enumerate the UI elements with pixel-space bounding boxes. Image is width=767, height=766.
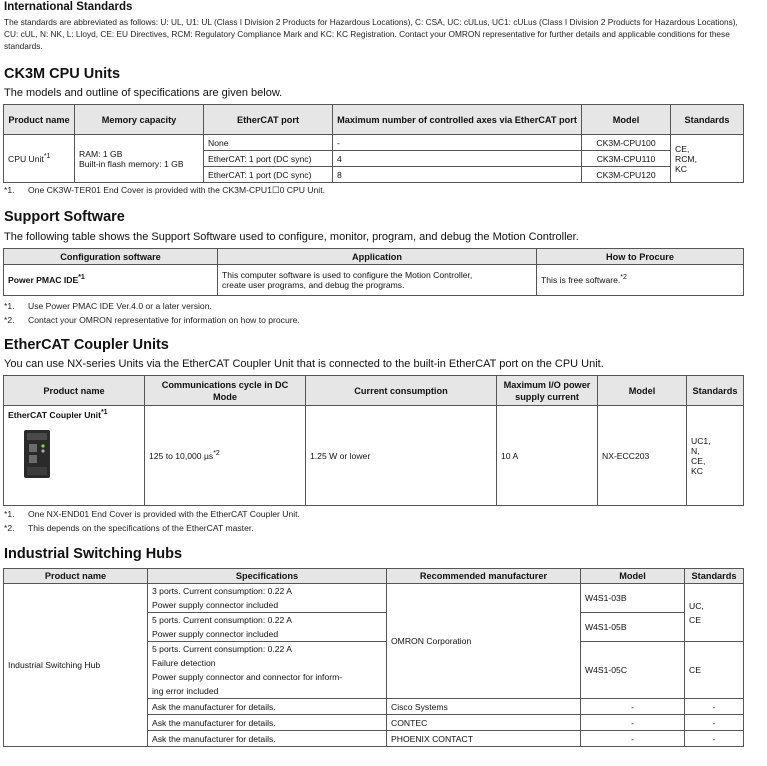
sw-app-line-1: This computer software is used to configure the Motion Controller, — [222, 270, 473, 280]
hub-std-ce: CE — [689, 614, 701, 625]
cpu-heading: CK3M CPU Units — [4, 66, 121, 82]
hub-spec-line: Failure detection — [152, 658, 216, 668]
software-heading: Support Software — [4, 209, 125, 225]
sw-procure-text: This is free software. — [541, 275, 621, 285]
cpu-th-model: Model — [582, 105, 671, 135]
hub-std-b: CE — [685, 642, 744, 699]
hub-spec — [148, 642, 387, 699]
note-num: *1. — [4, 185, 15, 195]
cp-std-1: UC1, — [691, 435, 711, 446]
hub-spec-line: Power supply connector included — [152, 629, 279, 639]
cp-std-3: CE, — [691, 455, 706, 466]
hub-model: W4S1-05B — [581, 613, 685, 642]
cp-th-standards: Standards — [687, 376, 744, 406]
cpu-model: CK3M-CPU110 — [582, 151, 671, 167]
hub-spec-line: ing error included — [152, 686, 219, 696]
note-num: *2. — [4, 315, 15, 325]
note-text: One CK3W-TER01 End Cover is provided with the CK3M-CPU1☐0 CPU Unit. — [28, 185, 325, 195]
cp-product-name: EtherCAT Coupler Unit — [8, 410, 101, 420]
cpu-th-port: EtherCAT port — [204, 105, 333, 135]
cpu-intro: The models and outline of specifications are given below. — [4, 87, 283, 99]
note-num: *1. — [4, 509, 15, 519]
cpu-th-memory: Memory capacity — [75, 105, 204, 135]
intl-text: The standards are abbreviated as follows: U: UL, U1: UL (Class I Division 2 Products for Hazardous Locations), C: CSA, UC: cULus, UC1: cULus (Class I Division 2 Products for Hazardous Locations), CU: cUL, N: NK, L: Lloyd, CE: EU Directives, RCM: Regulatory Compliance Mark and KC: KC Registration. Contact your OMRON representative for further details and applicable conditions for these standards. — [4, 17, 738, 51]
cpu-axes: 8 — [333, 167, 582, 183]
software-intro: The following table shows the Support Software used to configure, monitor, program, and debug the Motion Controller. — [4, 231, 579, 243]
cpu-port: None — [204, 135, 333, 151]
software-table-header — [4, 249, 744, 265]
hub-spec-line: 5 ports. Current consumption: 0.22 A — [152, 615, 292, 625]
note-text: Use Power PMAC IDE Ver.4.0 or a later version. — [28, 301, 212, 311]
hub-spec: Ask the manufacturer for details. — [148, 731, 387, 747]
hub-spec — [148, 584, 387, 613]
cpu-axes: - — [333, 135, 582, 151]
cpu-axes: 4 — [333, 151, 582, 167]
cpu-product-sup: *1 — [43, 152, 51, 160]
hub-th-spec: Specifications — [148, 569, 387, 584]
hubs-heading: Industrial Switching Hubs — [4, 546, 183, 562]
hub-std: - — [685, 699, 744, 715]
cpu-memory — [75, 135, 204, 183]
cpu-table — [3, 104, 744, 183]
coupler-note-2 — [4, 523, 254, 533]
cpu-th-product: Product name — [4, 105, 75, 135]
software-note-1 — [4, 301, 212, 311]
hub-model: - — [581, 715, 685, 731]
sw-th-config: Configuration software — [4, 249, 218, 265]
note-num: *2. — [4, 523, 15, 533]
hub-maker: Cisco Systems — [387, 699, 581, 715]
coupler-heading: EtherCAT Coupler Units — [4, 337, 169, 353]
cpu-memory-flash: Built-in flash memory: 1 GB — [79, 158, 184, 169]
cpu-port: EtherCAT: 1 port (DC sync) — [204, 151, 333, 167]
hub-model: W4S1-03B — [581, 584, 685, 613]
hub-spec: Ask the manufacturer for details. — [148, 715, 387, 731]
cpu-standards — [671, 135, 744, 183]
table-row — [4, 135, 744, 151]
sw-app-line-2: create user programs, and debug the programs. — [222, 280, 405, 290]
cpu-memory-ram: RAM: 1 GB — [79, 148, 123, 159]
cpu-note-1 — [4, 185, 325, 196]
sw-name-sup: *1 — [78, 274, 85, 281]
cp-cycle-text: 125 to 10,000 µs — [149, 450, 214, 461]
hub-spec-line: Power supply connector and connector for inform- — [152, 672, 343, 682]
hubs-table — [3, 568, 744, 747]
hub-product: Industrial Switching Hub — [4, 584, 148, 747]
coupler-unit-image — [20, 428, 54, 480]
hub-model: - — [581, 699, 685, 715]
sw-name-text: Power PMAC IDE — [8, 275, 79, 285]
cp-product — [4, 406, 145, 506]
cpu-std-rcm: RCM, — [675, 153, 697, 164]
cpu-model: CK3M-CPU100 — [582, 135, 671, 151]
coupler-intro: You can use NX-series Units via the EtherCAT Coupler Unit that is connected to the built-in EtherCAT port on the CPU Unit. — [4, 358, 604, 370]
coupler-table-header — [4, 376, 744, 406]
sw-name — [4, 265, 218, 296]
cp-std-4: KC — [691, 465, 703, 476]
cp-current: 1.25 W or lower — [306, 406, 497, 506]
hubs-table-header — [4, 569, 744, 584]
cp-product-sup: *1 — [100, 409, 108, 416]
hub-th-standards: Standards — [685, 569, 744, 584]
hub-spec — [148, 613, 387, 642]
sw-application — [218, 265, 537, 296]
sw-procure-sup: *2 — [620, 274, 627, 281]
hub-model: - — [581, 731, 685, 747]
cp-th-cycle: Communications cycle in DC Mode — [145, 376, 306, 406]
cp-cycle — [145, 406, 306, 506]
table-row — [4, 265, 744, 296]
hub-maker-omron: OMRON Corporation — [387, 584, 581, 699]
cpu-product — [4, 135, 75, 183]
cp-th-model: Model — [598, 376, 687, 406]
cpu-model: CK3M-CPU120 — [582, 167, 671, 183]
cp-io: 10 A — [497, 406, 598, 506]
sw-th-procure: How to Procure — [537, 249, 744, 265]
cpu-std-ce: CE, — [675, 143, 690, 154]
cp-th-product: Product name — [4, 376, 145, 406]
sw-th-application: Application — [218, 249, 537, 265]
hub-std: - — [685, 715, 744, 731]
hub-th-model: Model — [581, 569, 685, 584]
hub-std: - — [685, 731, 744, 747]
hub-maker: CONTEC — [387, 715, 581, 731]
cpu-th-standards: Standards — [671, 105, 744, 135]
hub-maker: PHOENIX CONTACT — [387, 731, 581, 747]
cpu-port: EtherCAT: 1 port (DC sync) — [204, 167, 333, 183]
cp-standards — [687, 406, 744, 506]
cp-model: NX-ECC203 — [598, 406, 687, 506]
intl-heading: International Standards — [4, 1, 133, 13]
software-note-2 — [4, 315, 300, 325]
software-table — [3, 248, 744, 296]
note-text: This depends on the specifications of the EtherCAT master. — [28, 523, 254, 533]
cp-th-io: Maximum I/O power supply current — [497, 376, 598, 406]
hub-th-maker: Recommended manufacturer — [387, 569, 581, 584]
note-num: *1. — [4, 301, 15, 311]
coupler-note-1 — [4, 509, 300, 519]
cpu-std-kc: KC — [675, 163, 687, 174]
cpu-th-axes: Maximum number of controlled axes via EtherCAT port — [333, 105, 582, 135]
hub-spec-line: Power supply connector included — [152, 600, 279, 610]
cpu-product-name: CPU Unit — [8, 153, 44, 164]
hub-std-uc: UC, — [689, 600, 704, 611]
hub-spec: Ask the manufacturer for details. — [148, 699, 387, 715]
hub-spec-line: 5 ports. Current consumption: 0.22 A — [152, 644, 292, 654]
hub-spec-line: 3 ports. Current consumption: 0.22 A — [152, 586, 292, 596]
coupler-table — [3, 375, 744, 506]
sw-procure — [537, 265, 744, 296]
hub-model: W4S1-05C — [581, 642, 685, 699]
cp-std-2: N, — [691, 445, 700, 456]
table-row — [4, 584, 744, 613]
cpu-table-header — [4, 105, 744, 135]
cp-th-current: Current consumption — [306, 376, 497, 406]
table-row — [4, 406, 744, 506]
cp-cycle-sup: *2 — [213, 449, 220, 457]
hub-th-product: Product name — [4, 569, 148, 584]
note-text: Contact your OMRON representative for information on how to procure. — [28, 315, 300, 325]
note-text: One NX-END01 End Cover is provided with the EtherCAT Coupler Unit. — [28, 509, 300, 519]
hub-std-a — [685, 584, 744, 642]
